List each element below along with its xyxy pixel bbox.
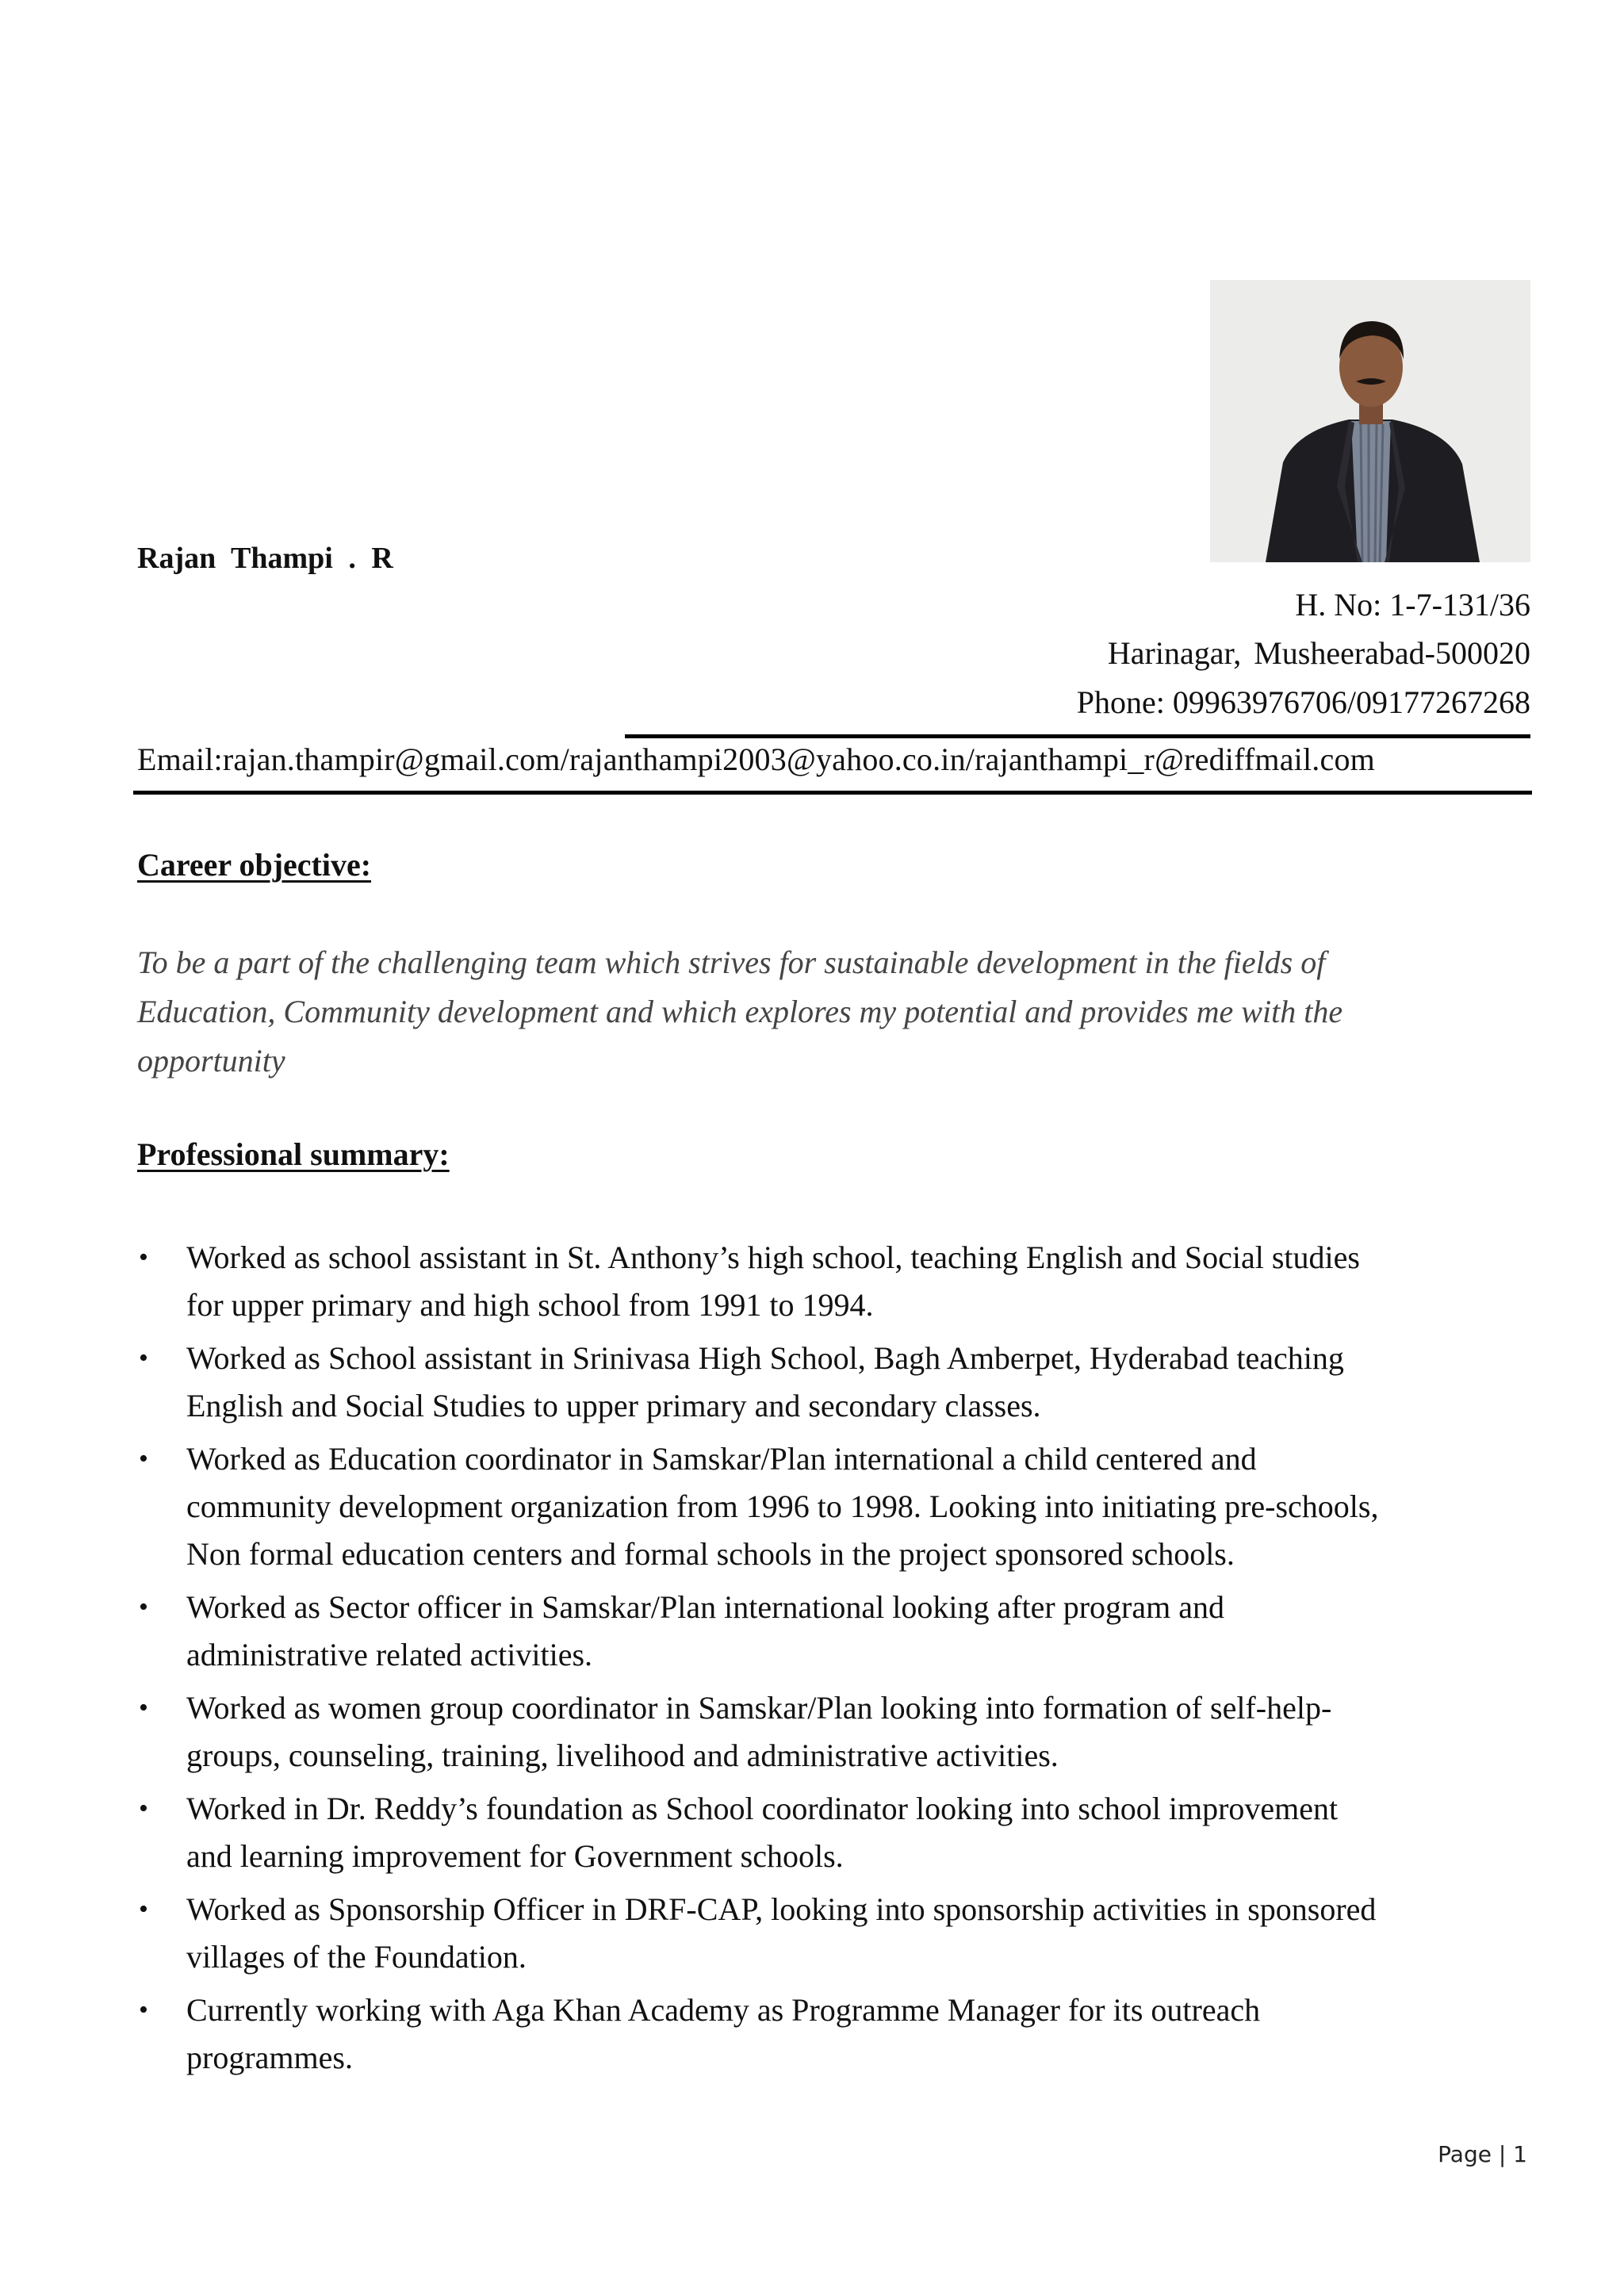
summary-item-line: administrative related activities. (186, 1637, 593, 1672)
bullet-icon: • (139, 1895, 148, 1924)
summary-item-line: programmes. (186, 2040, 353, 2075)
summary-item-line: Worked as School assistant in Srinivasa High School, Bagh Amberpet, Hyderabad teaching (186, 1340, 1344, 1376)
summary-item-line: Worked as Education coordinator in Samskar/Plan international a child centered and (186, 1441, 1257, 1477)
summary-item (137, 1886, 1541, 1981)
divider-top (625, 734, 1530, 738)
summary-item-line: Worked in Dr. Reddy’s foundation as School coordinator looking into school improvement (186, 1791, 1339, 1826)
bullet-icon: • (139, 1794, 148, 1823)
summary-item-line: community development organization from 1996 to 1998. Looking into initiating pre-schools, (186, 1488, 1379, 1524)
objective-line: To be a part of the challenging team which strives for sustainable development in the fields of (137, 944, 1326, 980)
page-number: Page | 1 (1438, 2141, 1527, 2167)
bullet-icon: • (139, 1343, 148, 1373)
bullet-icon: • (139, 1243, 148, 1272)
summary-item (137, 1785, 1541, 1880)
portrait-photo (1210, 280, 1530, 562)
objective-line: opportunity (137, 1043, 285, 1079)
summary-item (137, 1584, 1541, 1679)
summary-item-line: Worked as Sector officer in Samskar/Plan international looking after program and (186, 1589, 1224, 1625)
address-locality: Harinagar, Musheerabad-500020 (1107, 635, 1530, 671)
summary-item-line: Non formal education centers and formal schools in the project sponsored schools. (186, 1536, 1235, 1572)
summary-item-line: English and Social Studies to upper primary and secondary classes. (186, 1388, 1041, 1423)
summary-item-line: Worked as women group coordinator in Samskar/Plan looking into formation of self-help- (186, 1690, 1332, 1726)
professional-summary-list (137, 1234, 1541, 2087)
career-objective-heading: Career objective: (137, 847, 372, 883)
candidate-name: Rajan Thampi . R (137, 542, 393, 575)
summary-item-line: Worked as school assistant in St. Anthony’s high school, teaching English and Social studies (186, 1239, 1360, 1275)
summary-item-line: villages of the Foundation. (186, 1939, 527, 1975)
bullet-icon: • (139, 1995, 148, 2025)
summary-item (137, 1335, 1541, 1430)
email-addresses: Email:rajan.thampir@gmail.com/rajanthampi2003@yahoo.co.in/rajanthampi_r@rediffmail.com (137, 741, 1375, 777)
summary-item-line: groups, counseling, training, livelihood and administrative activities. (186, 1738, 1059, 1773)
summary-item-line: Currently working with Aga Khan Academy as Programme Manager for its outreach (186, 1992, 1261, 2028)
bullet-icon: • (139, 1693, 148, 1722)
career-objective-text (137, 938, 1533, 1086)
summary-item (137, 1987, 1541, 2082)
summary-item (137, 1684, 1541, 1780)
professional-summary-heading: Professional summary: (137, 1136, 450, 1172)
bullet-icon: • (139, 1444, 148, 1473)
summary-item (137, 1435, 1541, 1578)
person-portrait-icon (1210, 280, 1530, 562)
summary-item-line: for upper primary and high school from 1991 to 1994. (186, 1287, 874, 1323)
address-house-number: H. No: 1-7-131/36 (1295, 587, 1530, 623)
divider-bottom (133, 791, 1532, 795)
summary-item-line: Worked as Sponsorship Officer in DRF-CAP, looking into sponsorship activities in sponsored (186, 1891, 1377, 1927)
summary-item-line: and learning improvement for Government schools. (186, 1838, 844, 1874)
bullet-icon: • (139, 1592, 148, 1622)
objective-line: Education, Community development and which explores my potential and provides me with the (137, 994, 1343, 1029)
phone-number: Phone: 09963976706/09177267268 (1076, 684, 1530, 720)
summary-item (137, 1234, 1541, 1329)
